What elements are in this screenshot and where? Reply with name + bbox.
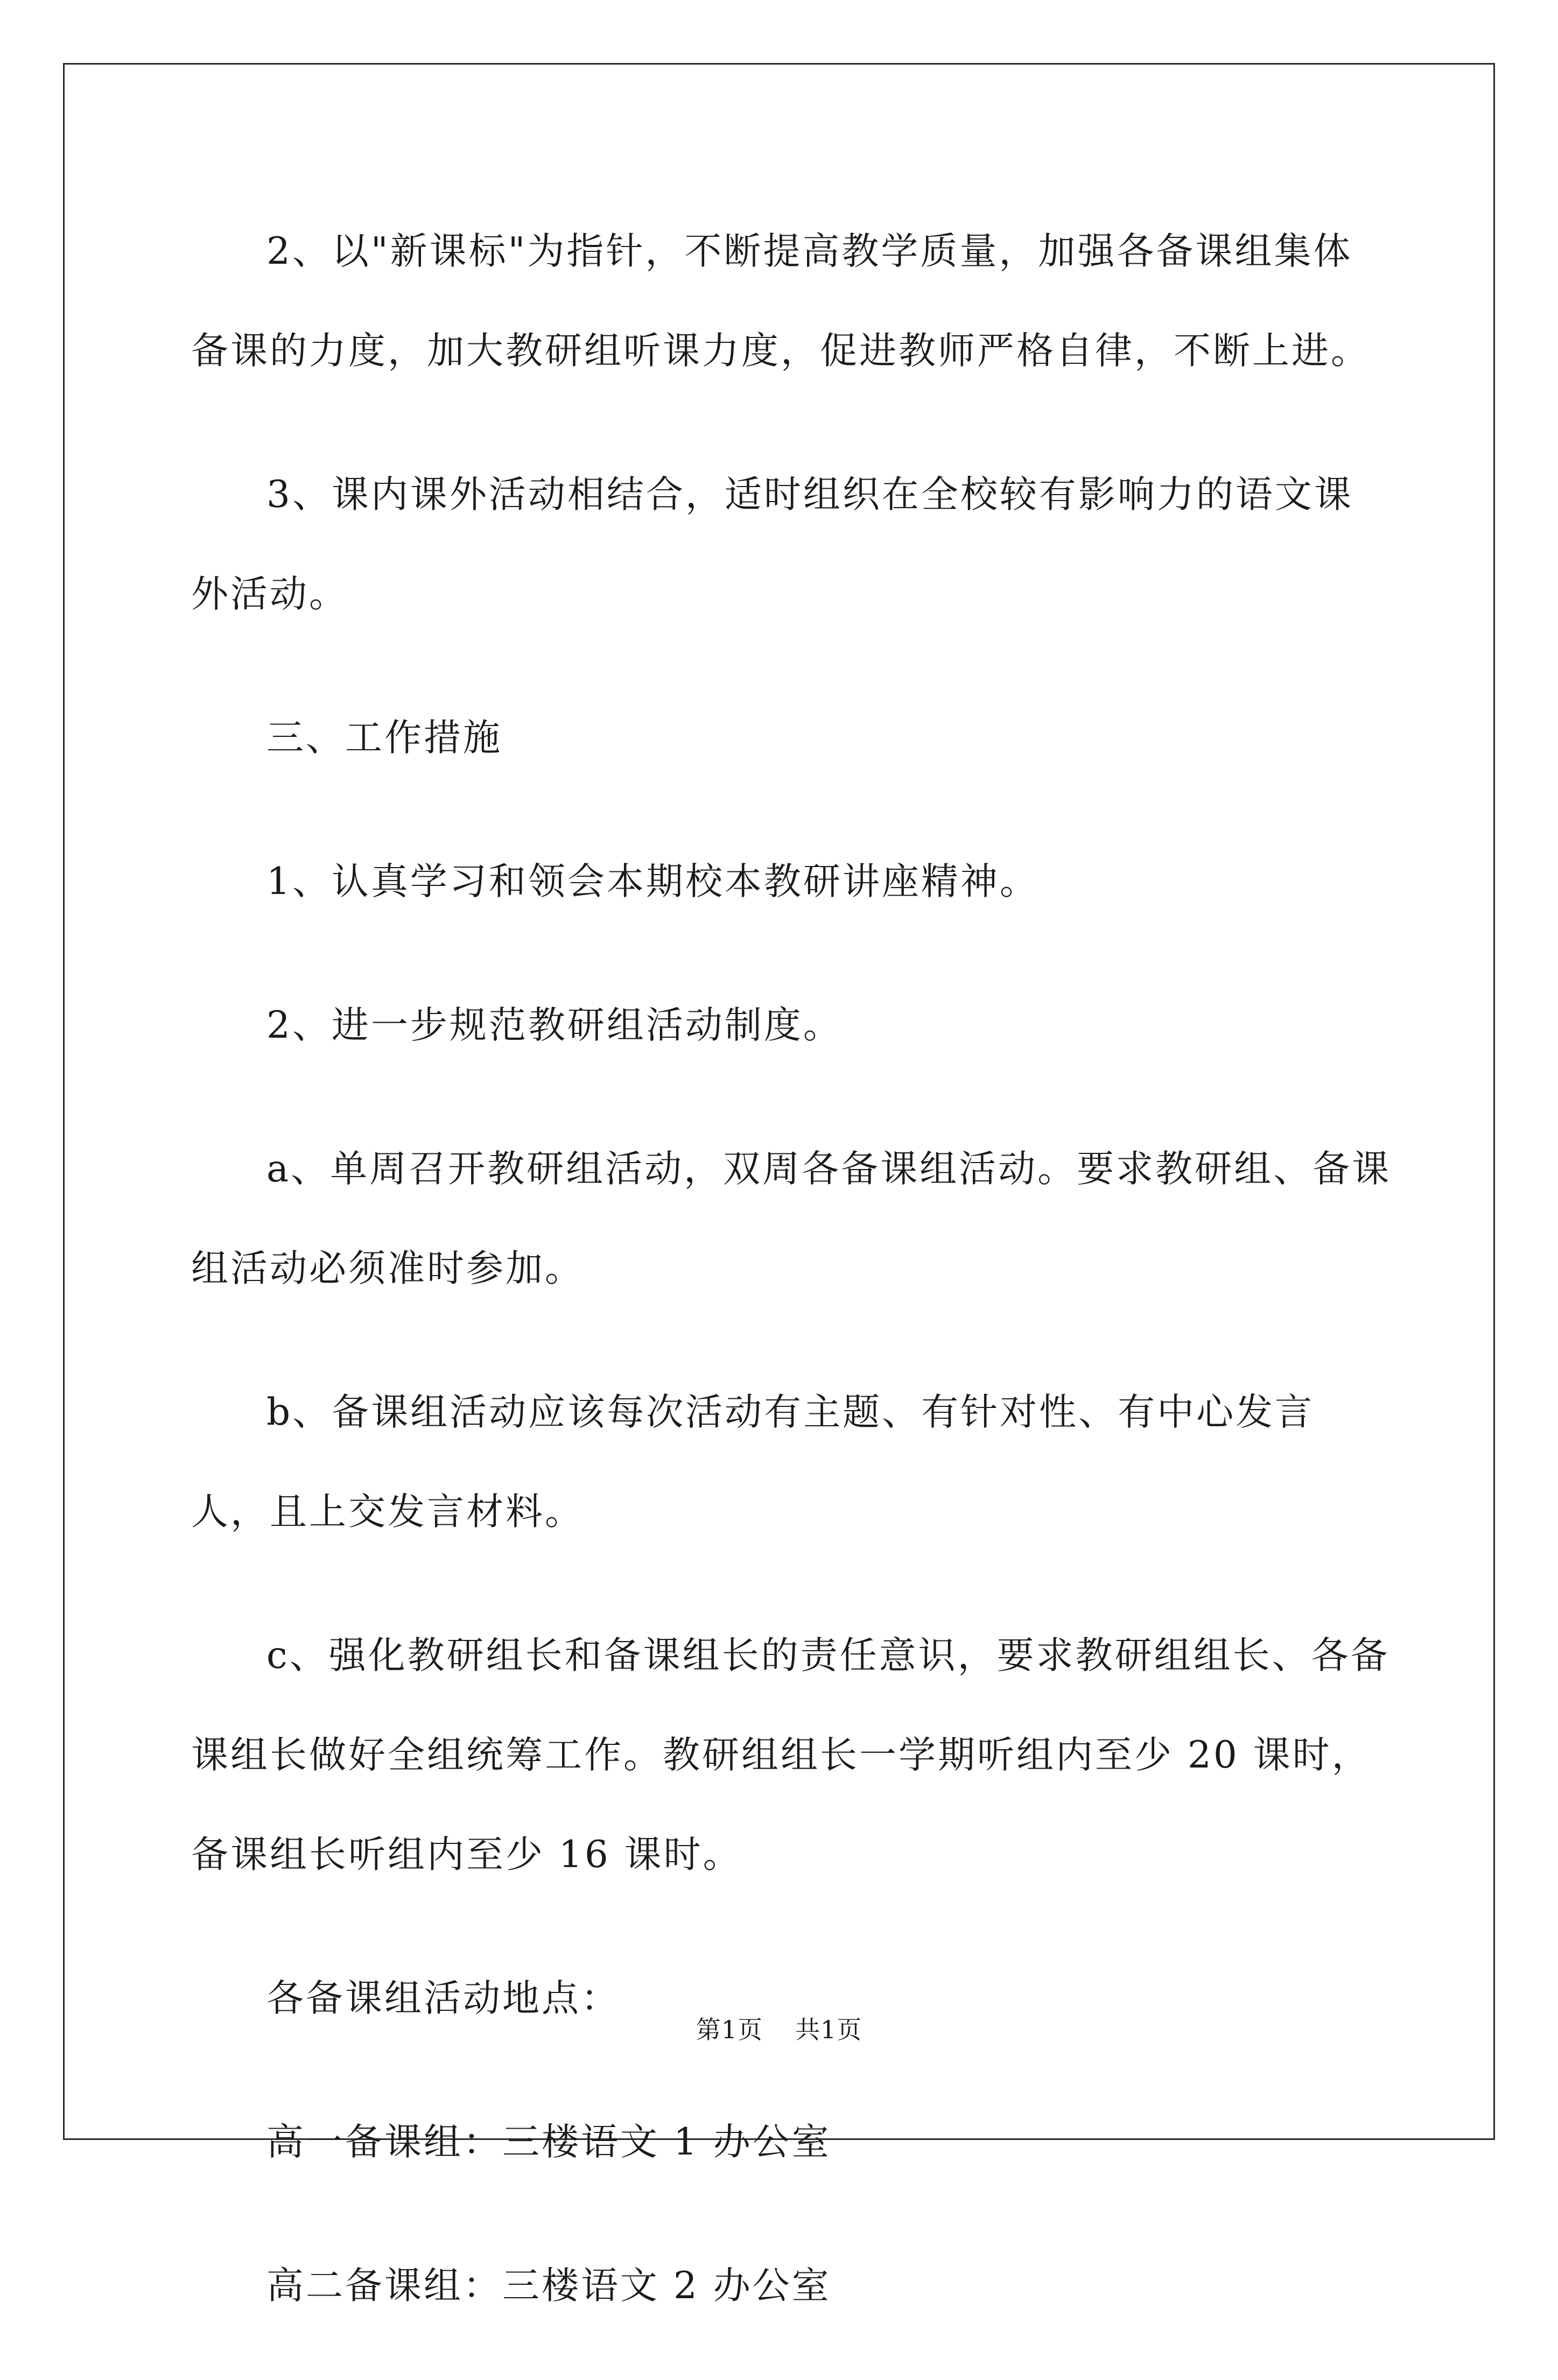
paragraph-measure-1: 1、认真学习和领会本期校本教研讲座精神。	[266, 860, 1039, 903]
page-footer	[0, 2010, 1558, 2046]
paragraph-item-b: b、备课组活动应该每次活动有主题、有针对性、有中心发言人，且上交发言材料。	[191, 1391, 1315, 1533]
paragraph-location-grade2: 高二备课组：三楼语文 2 办公室	[266, 2264, 831, 2307]
paragraph-item-c: c、强化教研组长和备课组长的责任意识，要求教研组组长、各备课组长做好全组统筹工作。教研组组长一学期听组内至少 20 课时，备课组长听组内至少 16 课时。	[191, 1634, 1390, 1876]
paragraph-goal-3: 3、课内课外活动相结合，适时组织在全校较有影响力的语文课外活动。	[191, 473, 1353, 616]
page-number-total: 共1页	[795, 2015, 862, 2044]
paragraph-locations-heading: 各备课组活动地点：	[266, 1977, 620, 2020]
paragraph-goal-2: 2、以"新课标"为指针，不断提高教学质量，加强各备课组集体备课的力度，加大教研组听课力度，促进教师严格自律，不断上进。	[191, 230, 1370, 372]
paragraph-location-grade1: 高一备课组：三楼语文 1 办公室	[266, 2121, 831, 2164]
paragraph-measure-2: 2、进一步规范教研组活动制度。	[266, 1004, 843, 1047]
paragraph-item-a: a、单周召开教研组活动，双周各备课组活动。要求教研组、备课组活动必须准时参加。	[191, 1147, 1392, 1290]
section-heading: 三、工作措施	[266, 716, 502, 759]
page-number-current: 第1页	[696, 2015, 763, 2044]
document-body	[191, 202, 1392, 2380]
